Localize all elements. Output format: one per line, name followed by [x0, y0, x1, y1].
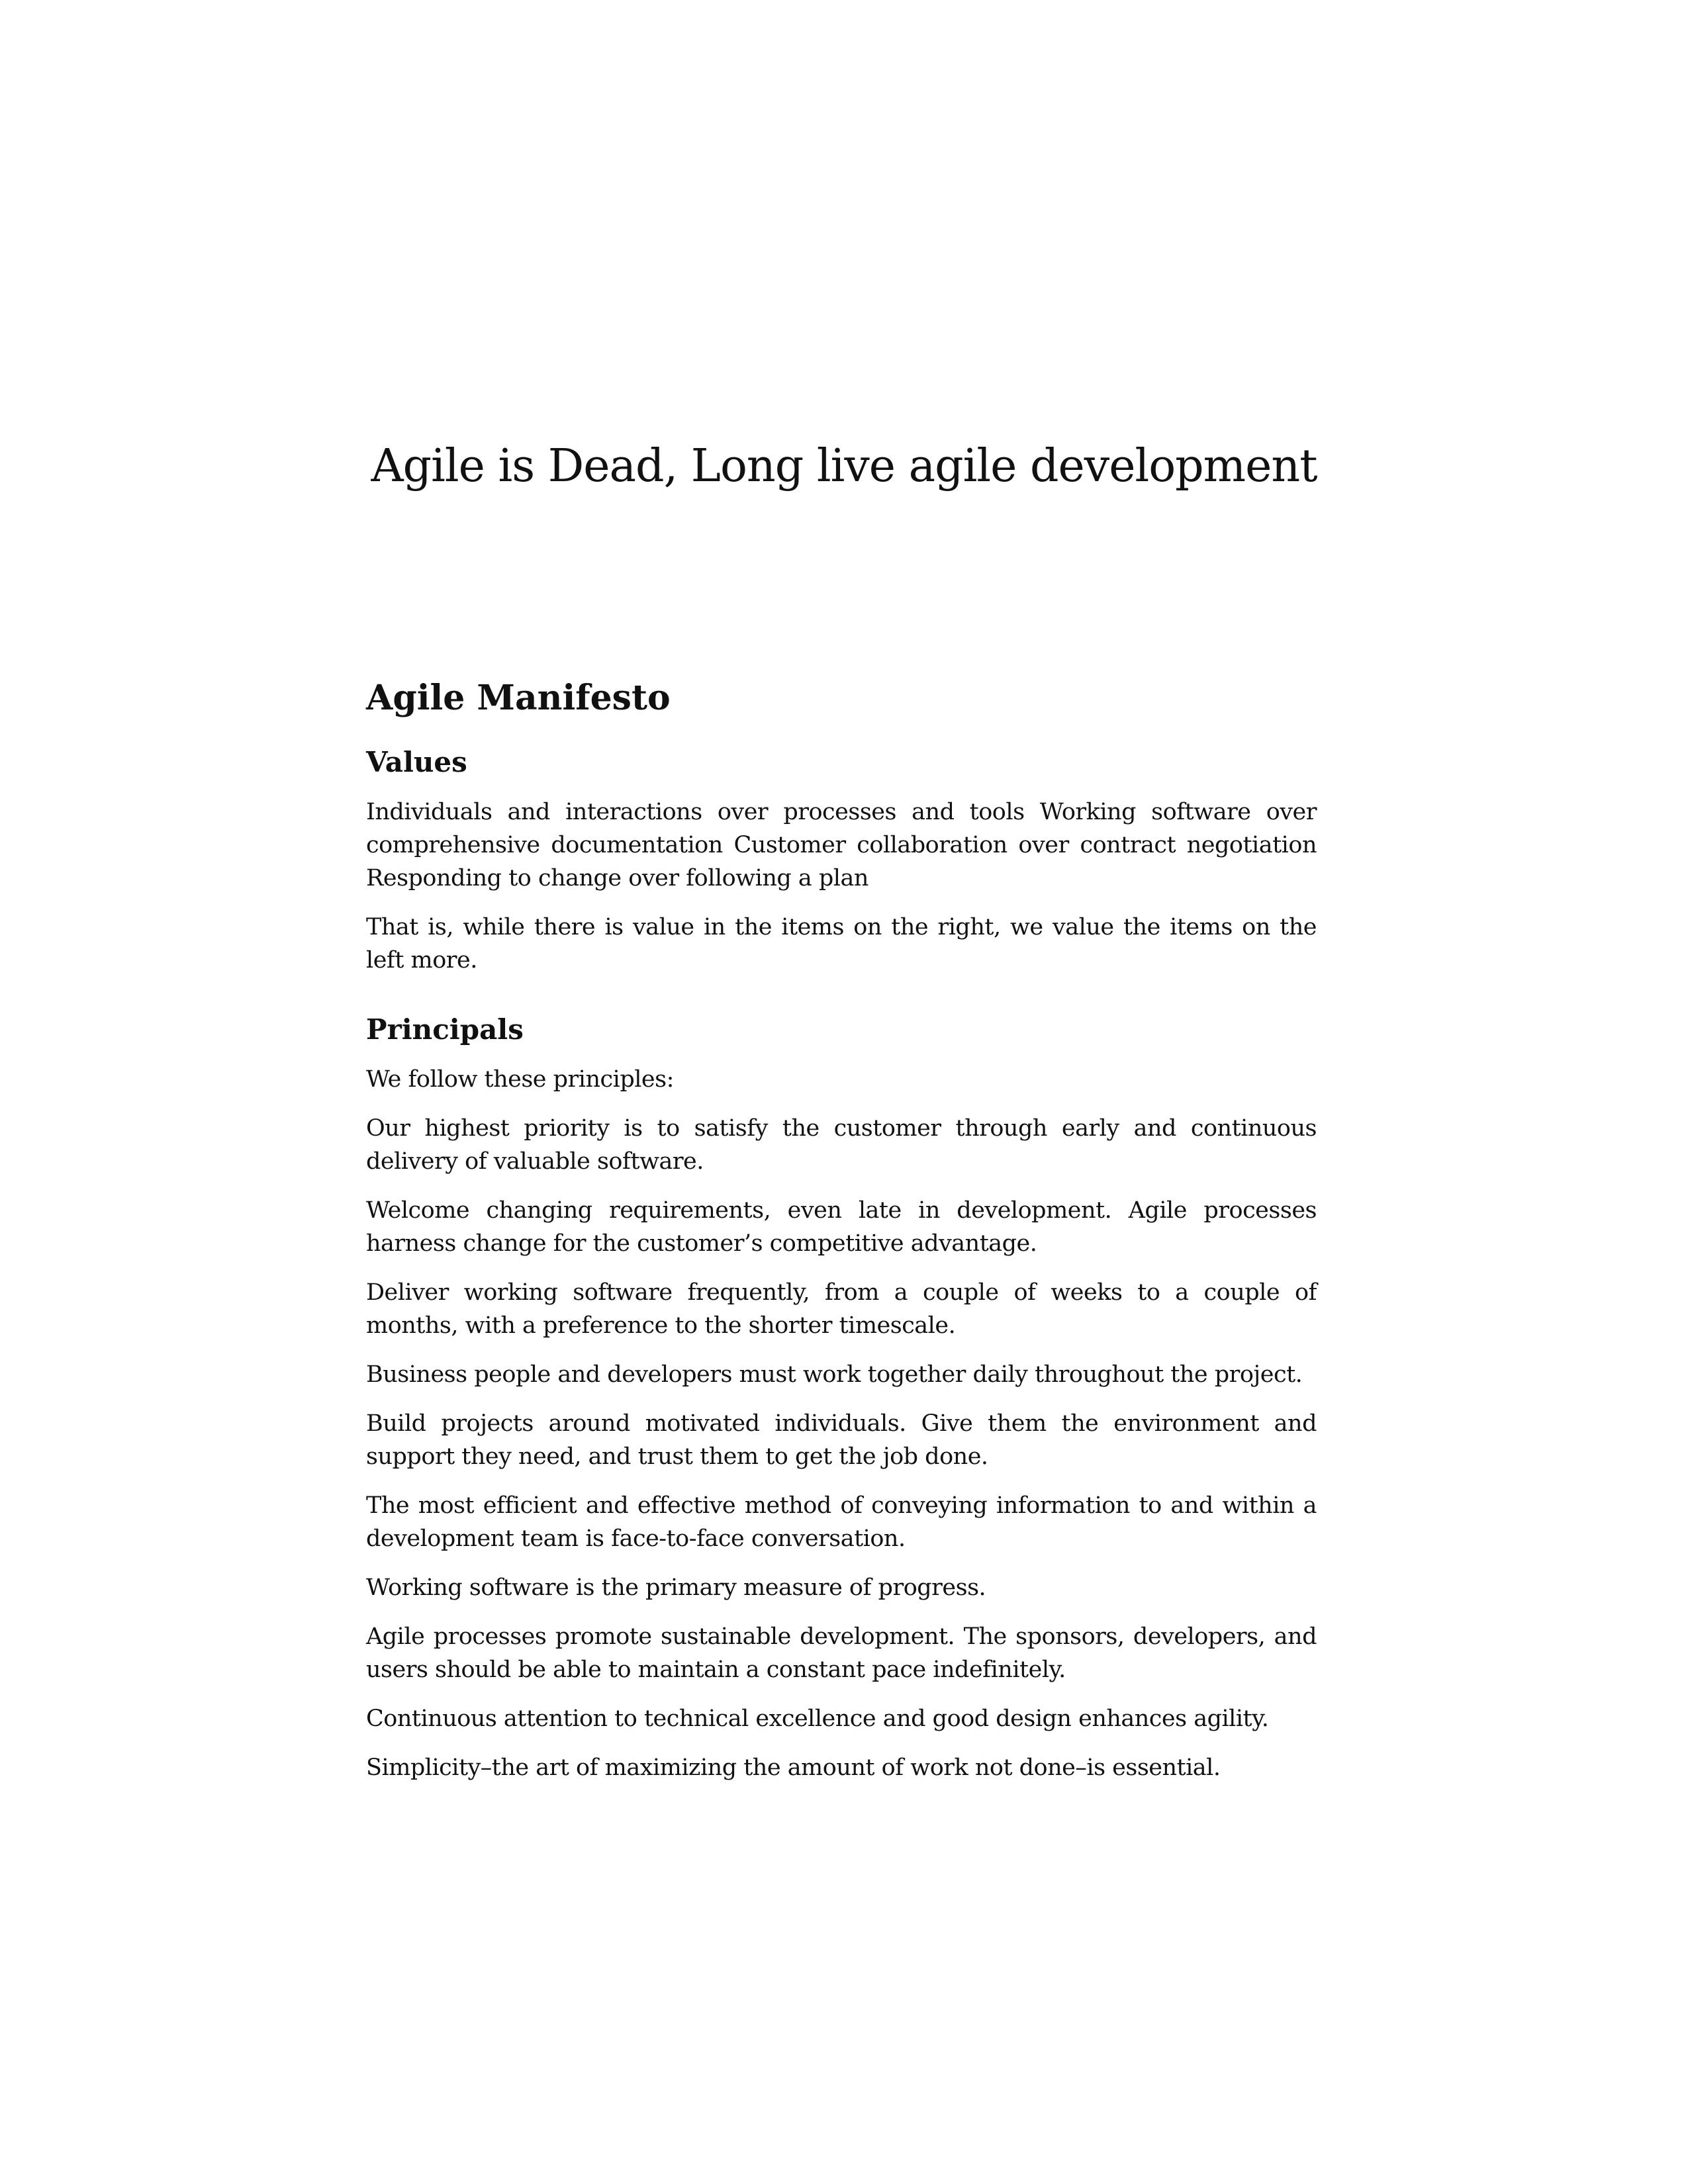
principle-item: Continuous attention to technical excellence and good design enhances agility. [366, 1706, 1269, 1732]
values-paragraph: Individuals and interactions over processes and tools Working software over comprehensive documentation Customer collaboration over contract negotiation Responding to change over following a plan [366, 799, 1317, 891]
document-title: Agile is Dead, Long live agile development [371, 440, 1317, 492]
principle-item: Agile processes promote sustainable development. The sponsors, developers, and users should be able to maintain a constant pace indefinitely. [366, 1623, 1317, 1683]
values-paragraph: That is, while there is value in the items on the right, we value the items on the left more. [366, 914, 1317, 974]
principle-item: The most efficient and effective method of conveying information to and within a development team is face-to-face conversation. [366, 1492, 1317, 1552]
principle-item: Our highest priority is to satisfy the customer through early and continuous delivery of valuable software. [366, 1115, 1317, 1175]
section-heading-agile-manifesto: Agile Manifesto [366, 678, 671, 718]
document-body [366, 675, 1317, 1800]
subsection-heading-values: Values [366, 746, 467, 778]
principals-intro: We follow these principles: [366, 1066, 674, 1093]
principle-item: Simplicity–the art of maximizing the amount of work not done–is essential. [366, 1754, 1221, 1781]
principle-item: Welcome changing requirements, even late in development. Agile processes harness change for the customer’s competitive advantage. [366, 1197, 1317, 1257]
principle-item: Business people and developers must work together daily throughout the project. [366, 1361, 1303, 1388]
subsection-heading-principals: Principals [366, 1013, 524, 1046]
principle-item: Build projects around motivated individuals. Give them the environment and support they need, and trust them to get the job done. [366, 1410, 1317, 1470]
principle-item: Deliver working software frequently, from a couple of weeks to a couple of months, with a preference to the shorter timescale. [366, 1279, 1317, 1339]
principle-item: Working software is the primary measure of progress. [366, 1574, 986, 1601]
